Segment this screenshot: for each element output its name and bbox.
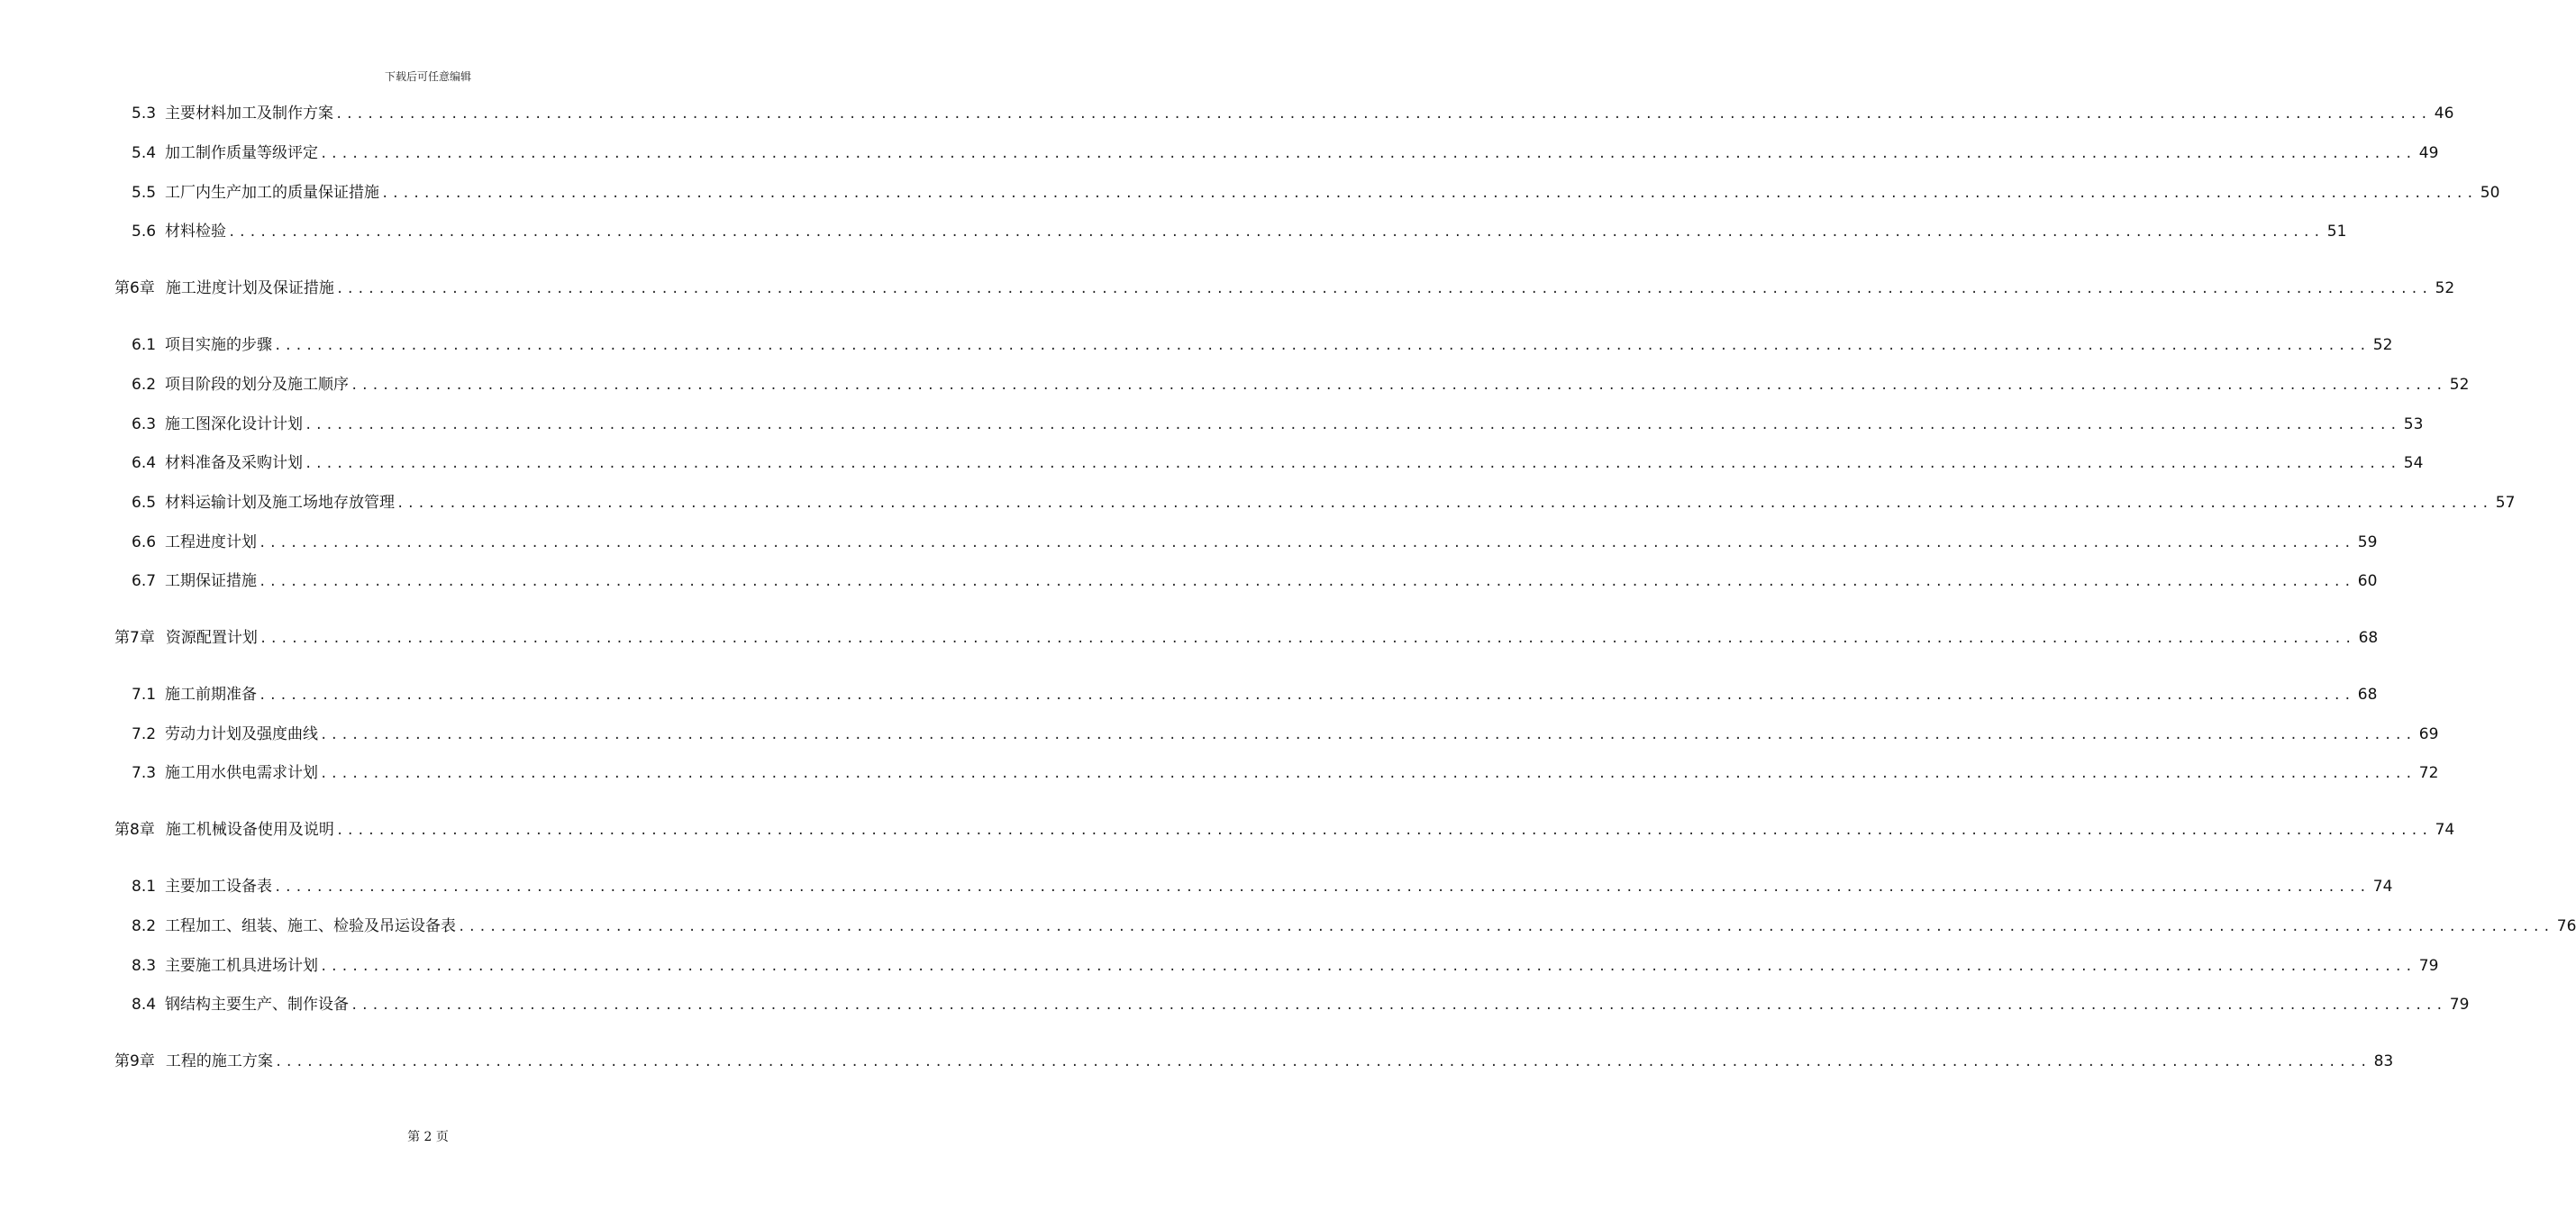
toc-entry-page: 79 bbox=[2418, 957, 2439, 975]
toc-dot-leader: ........................................................................................................................................................................................................ bbox=[259, 688, 2354, 703]
toc-dot-leader: ........................................................................................................................................................................................................ bbox=[335, 824, 2432, 838]
toc-dot-leader: ........................................................................................................................................................................................................ bbox=[228, 225, 2324, 240]
toc-entry-title: 加工制作质量等级评定 bbox=[165, 144, 319, 162]
toc-entry-page: 59 bbox=[2357, 533, 2378, 551]
toc-entry-title: 工程加工、组装、施工、检验及吊运设备表 bbox=[165, 917, 457, 935]
toc-dot-leader: ........................................................................................................................................................................................................ bbox=[305, 457, 2400, 471]
toc-entry-number: 5.4 bbox=[132, 144, 157, 162]
toc-chapter-number: 第6章 bbox=[114, 279, 155, 297]
toc-entry-number: 6.6 bbox=[132, 533, 157, 551]
page-number-footer: 第 2 页 bbox=[407, 1130, 449, 1144]
toc-entry-page: 74 bbox=[2372, 878, 2393, 896]
toc-dot-leader: ........................................................................................................................................................................................................ bbox=[396, 496, 2492, 511]
toc-entry-title: 工期保证措施 bbox=[165, 572, 258, 590]
toc-entry-page: 68 bbox=[2358, 629, 2379, 647]
toc-entry-8-1[interactable] bbox=[132, 877, 2393, 897]
toc-entry-page: 79 bbox=[2449, 996, 2470, 1014]
toc-dot-leader: ........................................................................................................................................................................................................ bbox=[381, 187, 2477, 201]
toc-entry-page: 52 bbox=[2435, 279, 2455, 297]
toc-entry-number: 7.2 bbox=[132, 725, 157, 743]
toc-entry-number: 6.2 bbox=[132, 376, 157, 394]
toc-entry-number: 6.1 bbox=[132, 336, 157, 354]
toc-entry-title: 施工前期准备 bbox=[165, 686, 258, 704]
toc-entry-page: 54 bbox=[2403, 454, 2424, 472]
toc-entry-title: 主要材料加工及制作方案 bbox=[165, 105, 334, 123]
toc-entry-6-5[interactable] bbox=[132, 493, 2516, 514]
toc-entry-number: 8.1 bbox=[132, 878, 157, 896]
toc-entry-number: 6.4 bbox=[132, 454, 157, 472]
toc-entry-title: 施工图深化设计计划 bbox=[165, 415, 304, 433]
toc-entry-title: 施工用水供电需求计划 bbox=[165, 764, 319, 782]
toc-entry-page: 74 bbox=[2435, 821, 2455, 839]
toc-entry-number: 5.5 bbox=[132, 184, 157, 202]
toc-entry-6-6[interactable] bbox=[132, 533, 2378, 553]
toc-entry-8-3[interactable] bbox=[132, 956, 2439, 977]
toc-entry-number: 6.3 bbox=[132, 415, 157, 433]
toc-dot-leader: ........................................................................................................................................................................................................ bbox=[305, 418, 2400, 432]
toc-entry-6-7[interactable] bbox=[132, 571, 2378, 592]
toc-entry-title: 材料检验 bbox=[165, 223, 227, 241]
toc-entry-5-3[interactable] bbox=[132, 104, 2454, 124]
toc-entry-5-6[interactable] bbox=[132, 222, 2347, 242]
toc-entry-page: 76 bbox=[2556, 917, 2576, 935]
toc-entry-number: 8.3 bbox=[132, 957, 157, 975]
toc-entry-page: 68 bbox=[2357, 686, 2378, 704]
toc-entry-page: 46 bbox=[2434, 105, 2454, 123]
toc-entry-8-4[interactable] bbox=[132, 995, 2470, 1015]
toc-entry-number: 5.3 bbox=[132, 105, 157, 123]
toc-entry-title: 主要施工机具进场计划 bbox=[165, 957, 319, 975]
toc-chapter-title: 资源配置计划 bbox=[165, 629, 258, 647]
toc-dot-leader: ........................................................................................................................................................................................................ bbox=[320, 960, 2416, 974]
toc-entry-page: 69 bbox=[2418, 725, 2439, 743]
toc-entry-8-2[interactable] bbox=[132, 916, 2576, 937]
toc-dot-leader: ........................................................................................................................................................................................................ bbox=[274, 1055, 2371, 1070]
toc-entry-6-2[interactable] bbox=[132, 375, 2470, 396]
toc-entry-number: 8.4 bbox=[132, 996, 157, 1014]
toc-entry-title: 劳动力计划及强度曲线 bbox=[165, 725, 319, 743]
toc-entry-title: 工厂内生产加工的质量保证措施 bbox=[165, 184, 380, 202]
toc-entry-number: 5.6 bbox=[132, 223, 157, 241]
toc-entry-7-1[interactable] bbox=[132, 685, 2378, 706]
page-header-note: 下载后可任意编辑 bbox=[384, 70, 471, 83]
toc-entry-title: 材料准备及采购计划 bbox=[165, 454, 304, 472]
toc-entry-title: 钢结构主要生产、制作设备 bbox=[165, 996, 350, 1014]
toc-entry-6-1[interactable] bbox=[132, 335, 2393, 356]
toc-dot-leader: ........................................................................................................................................................................................................ bbox=[320, 147, 2416, 161]
toc-entry-5-4[interactable] bbox=[132, 143, 2439, 164]
toc-entry-title: 项目实施的步骤 bbox=[165, 336, 273, 354]
toc-dot-leader: ........................................................................................................................................................................................................ bbox=[259, 632, 2355, 646]
toc-chapter-number: 第9章 bbox=[114, 1052, 155, 1070]
toc-entry-number: 6.5 bbox=[132, 494, 157, 512]
toc-entry-7-2[interactable] bbox=[132, 724, 2439, 745]
toc-entry-6-4[interactable] bbox=[132, 453, 2424, 474]
toc-dot-leader: ........................................................................................................................................................................................................ bbox=[350, 378, 2446, 393]
toc-entry-page: 57 bbox=[2495, 494, 2516, 512]
toc-dot-leader: ........................................................................................................................................................................................................ bbox=[458, 920, 2553, 934]
toc-dot-leader: ........................................................................................................................................................................................................ bbox=[350, 998, 2446, 1013]
toc-entry-title: 工程进度计划 bbox=[165, 533, 258, 551]
toc-chapter-7[interactable] bbox=[114, 628, 2379, 649]
toc-dot-leader: ........................................................................................................................................................................................................ bbox=[274, 339, 2370, 353]
toc-dot-leader: ........................................................................................................................................................................................................ bbox=[335, 282, 2432, 296]
toc-entry-number: 7.1 bbox=[132, 686, 157, 704]
toc-entry-page: 72 bbox=[2418, 764, 2439, 782]
toc-entry-number: 8.2 bbox=[132, 917, 157, 935]
toc-chapter-6[interactable] bbox=[114, 278, 2455, 299]
toc-chapter-title: 工程的施工方案 bbox=[165, 1052, 273, 1070]
toc-chapter-title: 施工进度计划及保证措施 bbox=[165, 279, 334, 297]
toc-entry-page: 83 bbox=[2373, 1052, 2394, 1070]
toc-dot-leader: ........................................................................................................................................................................................................ bbox=[274, 880, 2370, 895]
toc-entry-title: 主要加工设备表 bbox=[165, 878, 273, 896]
toc-entry-5-5[interactable] bbox=[132, 183, 2500, 204]
toc-entry-page: 51 bbox=[2326, 223, 2347, 241]
toc-entry-page: 60 bbox=[2357, 572, 2378, 590]
toc-entry-title: 项目阶段的划分及施工顺序 bbox=[165, 376, 350, 394]
toc-entry-title: 材料运输计划及施工场地存放管理 bbox=[165, 494, 396, 512]
toc-dot-leader: ........................................................................................................................................................................................................ bbox=[335, 107, 2431, 122]
toc-dot-leader: ........................................................................................................................................................................................................ bbox=[259, 536, 2354, 551]
toc-dot-leader: ........................................................................................................................................................................................................ bbox=[320, 767, 2416, 781]
toc-chapter-number: 第7章 bbox=[114, 629, 155, 647]
toc-entry-number: 7.3 bbox=[132, 764, 157, 782]
toc-entry-page: 52 bbox=[2372, 336, 2393, 354]
toc-entry-7-3[interactable] bbox=[132, 763, 2439, 784]
toc-chapter-9[interactable] bbox=[114, 1052, 2394, 1072]
toc-chapter-number: 第8章 bbox=[114, 821, 155, 839]
toc-chapter-title: 施工机械设备使用及说明 bbox=[165, 821, 334, 839]
toc-entry-page: 52 bbox=[2449, 376, 2470, 394]
toc-entry-page: 49 bbox=[2418, 144, 2439, 162]
toc-entry-6-3[interactable] bbox=[132, 414, 2424, 435]
toc-chapter-8[interactable] bbox=[114, 820, 2455, 841]
toc-dot-leader: ........................................................................................................................................................................................................ bbox=[259, 575, 2354, 589]
toc-dot-leader: ........................................................................................................................................................................................................ bbox=[320, 728, 2416, 742]
toc-entry-number: 6.7 bbox=[132, 572, 157, 590]
toc-entry-page: 53 bbox=[2403, 415, 2424, 433]
toc-entry-page: 50 bbox=[2480, 184, 2500, 202]
